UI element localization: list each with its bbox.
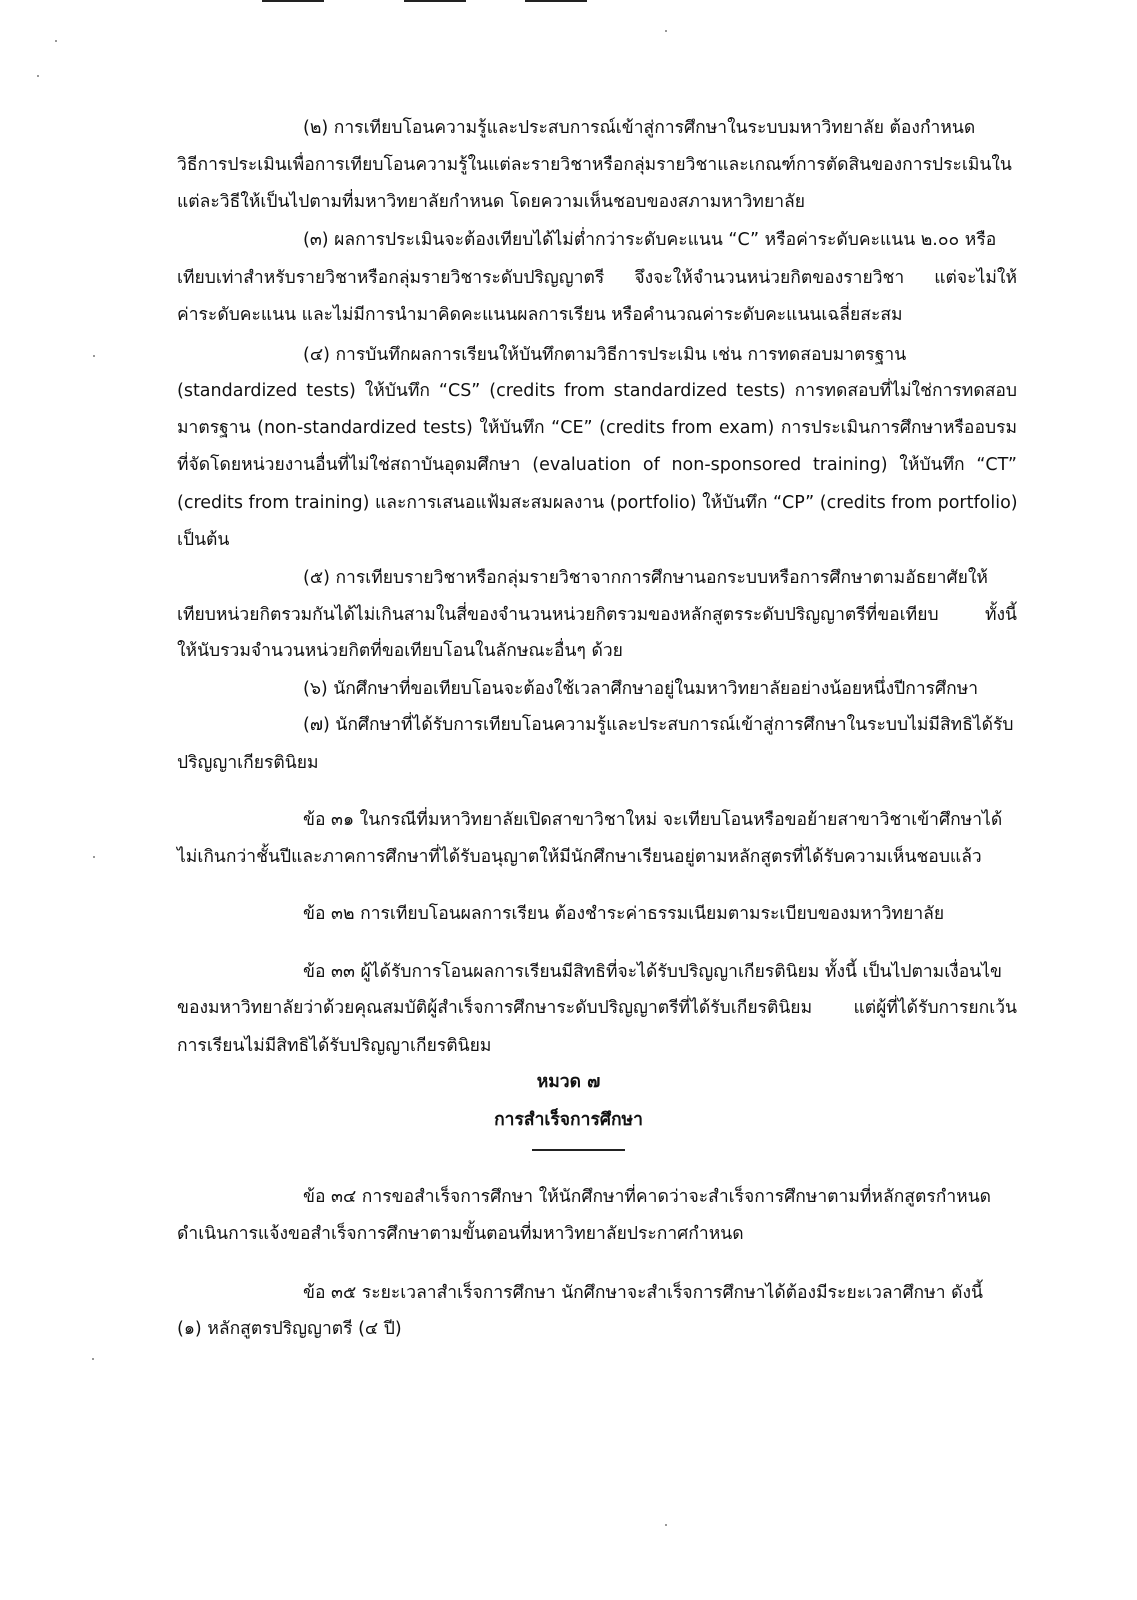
chapter-underline <box>532 1149 625 1151</box>
paragraph-6-line-1: (๖) นักศึกษาที่ขอเทียบโอนจะต้องใช้เวลาศึกษาอยู่ในมหาวิทยาลัยอย่างน้อยหนึ่งปีการศึกษา <box>303 679 979 699</box>
clause-35-line-1: ข้อ ๓๕ ระยะเวลาสำเร็จการศึกษา นักศึกษาจะสำเร็จการศึกษาได้ต้องมีระยะเวลาศึกษา ดังนี้ <box>303 1283 983 1303</box>
clause-34-line-1: ข้อ ๓๔ การขอสำเร็จการศึกษา ให้นักศึกษาที่คาดว่าจะสำเร็จการศึกษาตามที่หลักสูตรกำหนด <box>303 1187 992 1207</box>
scan-speck <box>93 355 95 357</box>
paragraph-7-line-2: ปริญญาเกียรตินิยม <box>177 753 319 773</box>
clause-33-line-2: ของมหาวิทยาลัยว่าด้วยคุณสมบัติผู้สำเร็จการศึกษาระดับปริญญาตรีที่ได้รับเกียรตินิยม แต่ผู้ที่ได้รับการยกเว้น <box>177 998 1017 1018</box>
paragraph-4-line-3: มาตรฐาน (non-standardized tests) ให้บันทึก “CE” (credits from exam) การประเมินการศึกษาหรืออบรม <box>177 418 1017 438</box>
paragraph-5-line-2: เทียบหน่วยกิตรวมกันได้ไม่เกินสามในสี่ของจำนวนหน่วยกิตรวมของหลักสูตรระดับปริญญาตรีที่ขอเทียบ ทั้งนี้ <box>177 605 1017 625</box>
chapter-title: การสำเร็จการศึกษา <box>494 1110 643 1130</box>
clause-31-line-1: ข้อ ๓๑ ในกรณีที่มหาวิทยาลัยเปิดสาขาวิชาใหม่ จะเทียบโอนหรือขอย้ายสาขาวิชาเข้าศึกษาได้ <box>303 810 1003 830</box>
clause-34-line-2: ดำเนินการแจ้งขอสำเร็จการศึกษาตามขั้นตอนที่มหาวิทยาลัยประกาศกำหนด <box>177 1224 744 1244</box>
top-scan-marks <box>0 0 1137 6</box>
scan-speck <box>55 40 57 42</box>
paragraph-3-line-1: (๓) ผลการประเมินจะต้องเทียบได้ไม่ต่ำกว่าระดับคะแนน “C” หรือค่าระดับคะแนน ๒.๐๐ หรือ <box>303 230 997 250</box>
scan-speck <box>93 856 95 858</box>
paragraph-3-line-2: เทียบเท่าสำหรับรายวิชาหรือกลุ่มรายวิชาระดับปริญญาตรี จึงจะให้จำนวนหน่วยกิตของรายวิชา แต่จะไม่ให้ <box>177 268 1017 288</box>
clause-33-line-3: การเรียนไม่มีสิทธิได้รับปริญญาเกียรตินิยม <box>177 1036 492 1056</box>
paragraph-4-line-2: (standardized tests) ให้บันทึก “CS” (credits from standardized tests) การทดสอบที่ไม่ใช่การทดสอบ <box>177 381 1017 401</box>
paragraph-7-line-1: (๗) นักศึกษาที่ได้รับการเทียบโอนความรู้และประสบการณ์เข้าสู่การศึกษาในระบบไม่มีสิทธิได้รับ <box>303 715 1014 735</box>
paragraph-3-line-3: ค่าระดับคะแนน และไม่มีการนำมาคิดคะแนนผลการเรียน หรือคำนวณค่าระดับคะแนนเฉลี่ยสะสม <box>177 305 903 325</box>
paragraph-2-line-2: วิธีการประเมินเพื่อการเทียบโอนความรู้ในแต่ละรายวิชาหรือกลุ่มรายวิชาและเกณฑ์การตัดสินของการประเมินใน <box>177 155 1012 175</box>
scan-speck <box>665 1524 667 1526</box>
paragraph-4-line-1: (๔) การบันทึกผลการเรียนให้บันทึกตามวิธีการประเมิน เช่น การทดสอบมาตรฐาน <box>303 345 907 365</box>
paragraph-4-line-5: (credits from training) และการเสนอแฟ้มสะสมผลงาน (portfolio) ให้บันทึก “CP” (credits from portfolio) <box>177 493 1018 513</box>
clause-32-line-1: ข้อ ๓๒ การเทียบโอนผลการเรียน ต้องชำระค่าธรรมเนียมตามระเบียบของมหาวิทยาลัย <box>303 904 945 924</box>
paragraph-2-line-3: แต่ละวิธีให้เป็นไปตามที่มหาวิทยาลัยกำหนด โดยความเห็นชอบของสภามหาวิทยาลัย <box>177 192 806 212</box>
paragraph-5-line-3: ให้นับรวมจำนวนหน่วยกิตที่ขอเทียบโอนในลักษณะอื่นๆ ด้วย <box>177 641 623 661</box>
paragraph-4-line-4: ที่จัดโดยหน่วยงานอื่นที่ไม่ใช่สถาบันอุดมศึกษา (evaluation of non-sponsored training) ให้บันทึก “CT” <box>177 455 1017 475</box>
scan-speck <box>665 30 667 32</box>
paragraph-5-line-1: (๕) การเทียบรายวิชาหรือกลุ่มรายวิชาจากการศึกษานอกระบบหรือการศึกษาตามอัธยาศัยให้ <box>303 568 988 588</box>
clause-31-line-2: ไม่เกินกว่าชั้นปีและภาคการศึกษาที่ได้รับอนุญาตให้มีนักศึกษาเรียนอยู่ตามหลักสูตรที่ได้รับความเห็นชอบแล้ว <box>177 847 982 867</box>
chapter-heading: หมวด ๗ <box>536 1072 601 1092</box>
scan-speck <box>92 1358 94 1360</box>
paragraph-2-line-1: (๒) การเทียบโอนความรู้และประสบการณ์เข้าสู่การศึกษาในระบบมหาวิทยาลัย ต้องกำหนด <box>303 118 976 138</box>
clause-35-item-1: (๑) หลักสูตรปริญญาตรี (๔ ปี) <box>177 1319 402 1339</box>
clause-33-line-1: ข้อ ๓๓ ผู้ได้รับการโอนผลการเรียนมีสิทธิที่จะได้รับปริญญาเกียรตินิยม ทั้งนี้ เป็นไปตามเงื่อนไข <box>303 962 1002 982</box>
scan-speck <box>37 75 39 77</box>
paragraph-4-line-6: เป็นต้น <box>177 530 230 550</box>
